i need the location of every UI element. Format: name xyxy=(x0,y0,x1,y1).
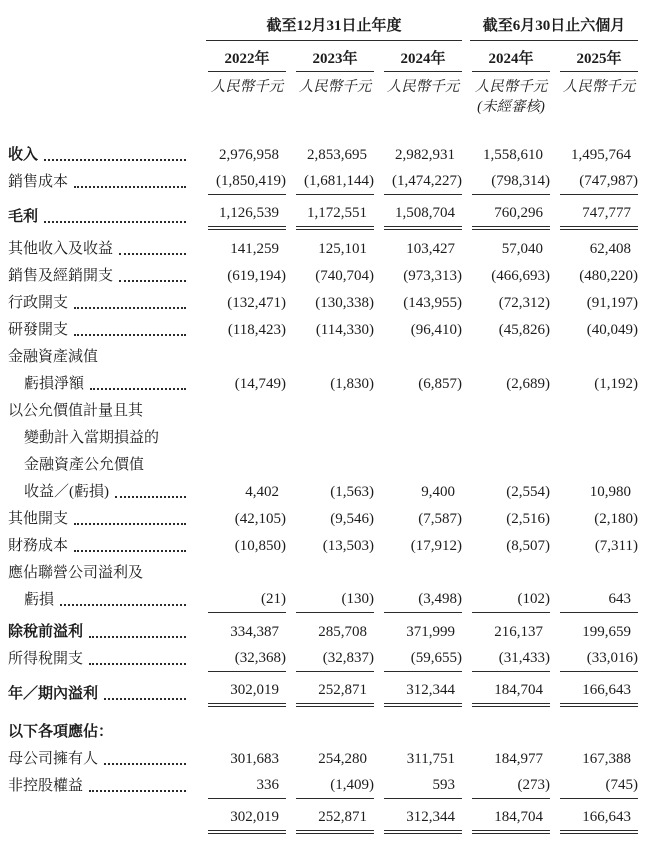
value-cell xyxy=(462,804,550,834)
value-cell xyxy=(462,371,550,397)
table-row xyxy=(8,262,660,289)
cell-value: 336 xyxy=(256,777,279,793)
cell-value: 184,704 xyxy=(494,809,543,825)
value-cell xyxy=(286,746,374,772)
cell-value: (1,474,227) xyxy=(392,173,462,189)
cell-value: 1,558,610 xyxy=(483,147,543,163)
cell-value: (96,410) xyxy=(410,322,462,338)
cell-value: 103,427 xyxy=(406,241,455,257)
cell-value: (33,016) xyxy=(586,650,638,666)
cell-value: (3,498) xyxy=(418,591,462,607)
cell-value: 2,976,958 xyxy=(219,147,279,163)
cell-value: 167,388 xyxy=(582,751,631,767)
row-label-text: 虧損淨額 xyxy=(24,376,85,392)
row-label xyxy=(8,290,198,316)
unit-label xyxy=(384,77,462,97)
value-cell xyxy=(286,677,374,707)
cell-value: (7,587) xyxy=(418,511,462,527)
cell-value: 2,853,695 xyxy=(307,147,367,163)
value-cell xyxy=(198,677,286,707)
table-row xyxy=(8,804,660,834)
value-cell xyxy=(286,263,374,289)
value-cell xyxy=(462,619,550,645)
table-row xyxy=(8,451,660,478)
leader-dots xyxy=(74,307,186,309)
cell-value: 252,871 xyxy=(318,682,367,698)
leader-dots xyxy=(90,388,186,390)
cell-value: 301,683 xyxy=(230,751,279,767)
group-title: 截至6月30日止六個月 xyxy=(482,18,626,34)
value-cell xyxy=(462,236,550,262)
cell-value: 747,777 xyxy=(582,205,631,221)
leader-dots xyxy=(115,496,186,498)
cell-value: 57,040 xyxy=(501,241,543,257)
row-label-text: 非控股權益 xyxy=(8,778,84,794)
row-label xyxy=(8,236,198,262)
value-cell xyxy=(374,168,462,195)
cell-value: 1,495,764 xyxy=(571,147,631,163)
row-label-text: 虧損 xyxy=(24,592,55,608)
row-label-text: 收益／(虧損) xyxy=(24,484,109,500)
cell-value: (72,312) xyxy=(498,295,550,311)
table-row xyxy=(8,618,660,645)
row-label xyxy=(8,746,198,772)
cell-value: 199,659 xyxy=(582,624,631,640)
cell-value: 1,126,539 xyxy=(219,205,279,221)
value-cell xyxy=(286,645,374,672)
value-cell xyxy=(550,677,638,707)
cell-value: 141,259 xyxy=(230,241,279,257)
cell-value: 2,982,931 xyxy=(395,147,455,163)
table-row xyxy=(8,424,660,451)
value-cell xyxy=(550,200,638,230)
value-cell xyxy=(462,200,550,230)
cell-value: (40,049) xyxy=(586,322,638,338)
value-cell xyxy=(374,200,462,230)
row-label-text: 以公允價值計量且其 xyxy=(8,403,144,419)
table-row xyxy=(8,532,660,559)
value-cell xyxy=(462,645,550,672)
unit-label xyxy=(472,77,550,117)
cell-value: (17,912) xyxy=(410,538,462,554)
row-label-text: 研發開支 xyxy=(8,322,69,338)
leader-dots xyxy=(44,221,186,223)
value-cell xyxy=(286,586,374,613)
cell-value: (59,655) xyxy=(410,650,462,666)
value-cell xyxy=(550,317,638,343)
value-cell xyxy=(374,586,462,613)
table-row xyxy=(8,316,660,343)
cell-value: 254,280 xyxy=(318,751,367,767)
cell-value: (143,955) xyxy=(403,295,462,311)
value-cell xyxy=(198,506,286,532)
value-cell xyxy=(286,142,374,168)
leader-dots xyxy=(74,523,186,525)
value-cell xyxy=(462,533,550,559)
row-label xyxy=(8,719,198,745)
value-cell xyxy=(374,479,462,505)
value-cell xyxy=(374,506,462,532)
value-cell xyxy=(550,371,638,397)
row-label xyxy=(8,560,198,586)
table-row xyxy=(8,370,660,397)
row-label xyxy=(8,425,198,451)
value-cell xyxy=(286,317,374,343)
row-label xyxy=(8,263,198,289)
row-label xyxy=(8,619,198,645)
cell-value: (480,220) xyxy=(579,268,638,284)
table-row xyxy=(8,200,660,230)
cell-value: (1,850,419) xyxy=(216,173,286,189)
leader-dots xyxy=(89,663,186,665)
value-cell xyxy=(198,645,286,672)
row-label xyxy=(8,646,198,672)
value-cell xyxy=(550,479,638,505)
table-row xyxy=(8,168,660,195)
cell-value: (132,471) xyxy=(227,295,286,311)
value-cell xyxy=(550,804,638,834)
cell-value: 312,344 xyxy=(406,682,455,698)
value-cell xyxy=(462,290,550,316)
row-label-text: 金融資產公允價值 xyxy=(24,457,145,473)
cell-value: (1,681,144) xyxy=(304,173,374,189)
row-label-text: 財務成本 xyxy=(8,538,69,554)
row-label-text: 除稅前溢利 xyxy=(8,624,84,640)
value-cell xyxy=(374,533,462,559)
cell-value: (45,826) xyxy=(498,322,550,338)
row-label xyxy=(8,398,198,424)
cell-value: 643 xyxy=(608,591,631,607)
row-label-text: 年／期內溢利 xyxy=(8,686,99,702)
cell-value: 10,980 xyxy=(589,484,631,500)
row-label-text: 行政開支 xyxy=(8,295,69,311)
unit-text: 人民幣千元 xyxy=(210,79,284,95)
row-label xyxy=(8,344,198,370)
cell-value: (1,192) xyxy=(594,376,638,392)
cell-value: 9,400 xyxy=(421,484,455,500)
cell-value: (798,314) xyxy=(491,173,550,189)
cell-value: (6,857) xyxy=(418,376,462,392)
year-label: 2025年 xyxy=(560,47,638,72)
cell-value: (10,850) xyxy=(234,538,286,554)
cell-value: (7,311) xyxy=(594,538,638,554)
value-cell xyxy=(286,772,374,799)
cell-value: 166,643 xyxy=(582,682,631,698)
cell-value: 593 xyxy=(432,777,455,793)
cell-value: 311,751 xyxy=(406,751,455,767)
value-cell xyxy=(550,746,638,772)
header-years xyxy=(8,47,660,72)
cell-value: (745) xyxy=(605,777,638,793)
cell-value: 216,137 xyxy=(494,624,543,640)
table-row xyxy=(8,141,660,168)
row-label xyxy=(8,587,198,613)
table-row xyxy=(8,478,660,505)
cell-value: (32,368) xyxy=(234,650,286,666)
value-cell xyxy=(198,142,286,168)
value-cell xyxy=(462,142,550,168)
value-cell xyxy=(462,677,550,707)
row-label xyxy=(8,681,198,707)
value-cell xyxy=(374,804,462,834)
table-row xyxy=(8,235,660,262)
value-cell xyxy=(286,804,374,834)
table-row xyxy=(8,645,660,672)
year-label: 2023年 xyxy=(296,47,374,72)
value-cell xyxy=(198,168,286,195)
row-label-text: 母公司擁有人 xyxy=(8,751,99,767)
leader-dots xyxy=(119,253,186,255)
cell-value: (2,554) xyxy=(506,484,550,500)
cell-value: (273) xyxy=(517,777,550,793)
cell-value: 252,871 xyxy=(318,809,367,825)
cell-value: (1,830) xyxy=(330,376,374,392)
year-label: 2024年 xyxy=(384,47,462,72)
row-label-text: 毛利 xyxy=(8,209,39,225)
value-cell xyxy=(462,479,550,505)
value-cell xyxy=(198,479,286,505)
cell-value: (31,433) xyxy=(498,650,550,666)
table-row xyxy=(8,772,660,799)
value-cell xyxy=(286,168,374,195)
leader-dots xyxy=(89,636,186,638)
value-cell xyxy=(550,772,638,799)
value-cell xyxy=(550,263,638,289)
cell-value: (114,330) xyxy=(315,322,374,338)
table-row xyxy=(8,559,660,586)
value-cell xyxy=(286,236,374,262)
row-label xyxy=(8,142,198,168)
year-label: 2024年 xyxy=(472,47,550,72)
value-cell xyxy=(198,533,286,559)
leader-dots xyxy=(44,159,186,161)
header-units xyxy=(8,77,660,117)
row-label-text: 收入 xyxy=(8,147,39,163)
table-row xyxy=(8,745,660,772)
value-cell xyxy=(550,506,638,532)
value-cell xyxy=(286,506,374,532)
leader-dots xyxy=(60,604,186,606)
leader-dots xyxy=(104,698,186,700)
value-cell xyxy=(462,506,550,532)
cell-value: 184,977 xyxy=(494,751,543,767)
value-cell xyxy=(374,371,462,397)
value-cell xyxy=(286,479,374,505)
cell-value: (14,749) xyxy=(234,376,286,392)
value-cell xyxy=(462,746,550,772)
value-cell xyxy=(374,746,462,772)
cell-value: 1,172,551 xyxy=(307,205,367,221)
row-label xyxy=(8,204,198,230)
value-cell xyxy=(198,200,286,230)
cell-value: (973,313) xyxy=(403,268,462,284)
value-cell xyxy=(286,290,374,316)
row-label-text: 金融資產減值 xyxy=(8,349,99,365)
cell-value: (619,194) xyxy=(227,268,286,284)
cell-value: (9,546) xyxy=(330,511,374,527)
value-cell xyxy=(374,263,462,289)
value-cell xyxy=(462,263,550,289)
value-cell xyxy=(198,619,286,645)
value-cell xyxy=(550,533,638,559)
table-row xyxy=(8,718,660,745)
value-cell xyxy=(550,236,638,262)
table-row xyxy=(8,289,660,316)
value-cell xyxy=(198,236,286,262)
unit-text: 人民幣千元 xyxy=(298,79,372,95)
row-label xyxy=(8,506,198,532)
cell-value: 302,019 xyxy=(230,682,279,698)
unit-label xyxy=(208,77,286,97)
cell-value: (13,503) xyxy=(322,538,374,554)
unit-text: 人民幣千元 xyxy=(562,79,636,95)
value-cell xyxy=(550,168,638,195)
value-cell xyxy=(550,142,638,168)
unit-text: 人民幣千元 xyxy=(386,79,460,95)
value-cell xyxy=(374,772,462,799)
cell-value: (2,180) xyxy=(594,511,638,527)
value-cell xyxy=(198,371,286,397)
cell-value: (91,197) xyxy=(586,295,638,311)
value-cell xyxy=(462,317,550,343)
cell-value: (1,409) xyxy=(330,777,374,793)
cell-value: (2,516) xyxy=(506,511,550,527)
header-group-interim xyxy=(470,14,638,41)
cell-value: (466,693) xyxy=(491,268,550,284)
leader-dots xyxy=(104,763,186,765)
value-cell xyxy=(286,619,374,645)
value-cell xyxy=(550,290,638,316)
value-cell xyxy=(550,586,638,613)
table-body xyxy=(8,141,660,834)
leader-dots xyxy=(74,186,186,188)
row-label-text: 應佔聯營公司溢利及 xyxy=(8,565,144,581)
value-cell xyxy=(374,290,462,316)
row-label xyxy=(8,371,198,397)
value-cell xyxy=(374,645,462,672)
cell-value: 334,387 xyxy=(230,624,279,640)
row-label xyxy=(8,452,198,478)
row-label-text: 其他開支 xyxy=(8,511,69,527)
cell-value: 62,408 xyxy=(589,241,631,257)
unaudited-note: (未經審核) xyxy=(477,99,545,115)
cell-value: 4,402 xyxy=(245,484,279,500)
table-row xyxy=(8,586,660,613)
row-label-text: 銷售及經銷開支 xyxy=(8,268,114,284)
year-label: 2022年 xyxy=(208,47,286,72)
header-period-groups xyxy=(8,14,660,41)
value-cell xyxy=(550,645,638,672)
cell-value: (42,105) xyxy=(234,511,286,527)
row-label xyxy=(8,479,198,505)
leader-dots xyxy=(74,550,186,552)
cell-value: (130,338) xyxy=(315,295,374,311)
row-label xyxy=(8,533,198,559)
cell-value: 302,019 xyxy=(230,809,279,825)
row-label-text: 銷售成本 xyxy=(8,174,69,190)
cell-value: (1,563) xyxy=(330,484,374,500)
cell-value: 1,508,704 xyxy=(395,205,455,221)
value-cell xyxy=(374,317,462,343)
value-cell xyxy=(286,200,374,230)
value-cell xyxy=(462,586,550,613)
value-cell xyxy=(374,677,462,707)
table-row xyxy=(8,343,660,370)
cell-value: (21) xyxy=(261,591,286,607)
cell-value: 371,999 xyxy=(406,624,455,640)
value-cell xyxy=(198,586,286,613)
value-cell xyxy=(462,772,550,799)
unit-label xyxy=(560,77,638,97)
value-cell xyxy=(198,804,286,834)
value-cell xyxy=(462,168,550,195)
value-cell xyxy=(198,317,286,343)
row-label-text: 以下各項應佔： xyxy=(8,724,114,740)
value-cell xyxy=(286,533,374,559)
row-label-text: 變動計入當期損益的 xyxy=(24,430,160,446)
cell-value: (102) xyxy=(517,591,550,607)
value-cell xyxy=(374,236,462,262)
value-cell xyxy=(198,746,286,772)
unit-label xyxy=(296,77,374,97)
row-label xyxy=(8,317,198,343)
value-cell xyxy=(286,371,374,397)
leader-dots xyxy=(74,334,186,336)
table-row xyxy=(8,505,660,532)
value-cell xyxy=(374,142,462,168)
cell-value: (747,987) xyxy=(579,173,638,189)
cell-value: (130) xyxy=(341,591,374,607)
cell-value: 125,101 xyxy=(318,241,367,257)
row-label-text: 所得稅開支 xyxy=(8,651,84,667)
row-label-text: 其他收入及收益 xyxy=(8,241,114,257)
table-row xyxy=(8,677,660,707)
header-group-annual xyxy=(206,14,462,41)
cell-value: (740,704) xyxy=(315,268,374,284)
cell-value: 312,344 xyxy=(406,809,455,825)
value-cell xyxy=(198,263,286,289)
cell-value: (118,423) xyxy=(227,322,286,338)
cell-value: 166,643 xyxy=(582,809,631,825)
cell-value: (2,689) xyxy=(506,376,550,392)
row-label xyxy=(8,169,198,195)
value-cell xyxy=(550,619,638,645)
cell-value: 285,708 xyxy=(318,624,367,640)
table-row xyxy=(8,397,660,424)
leader-dots xyxy=(119,280,186,282)
cell-value: 760,296 xyxy=(494,205,543,221)
value-cell xyxy=(374,619,462,645)
cell-value: (8,507) xyxy=(506,538,550,554)
row-label xyxy=(8,773,198,799)
cell-value: (32,837) xyxy=(322,650,374,666)
cell-value: 184,704 xyxy=(494,682,543,698)
leader-dots xyxy=(89,790,186,792)
value-cell xyxy=(198,772,286,799)
value-cell xyxy=(198,290,286,316)
group-title: 截至12月31日止年度 xyxy=(266,18,402,34)
unit-text: 人民幣千元 xyxy=(474,79,548,95)
